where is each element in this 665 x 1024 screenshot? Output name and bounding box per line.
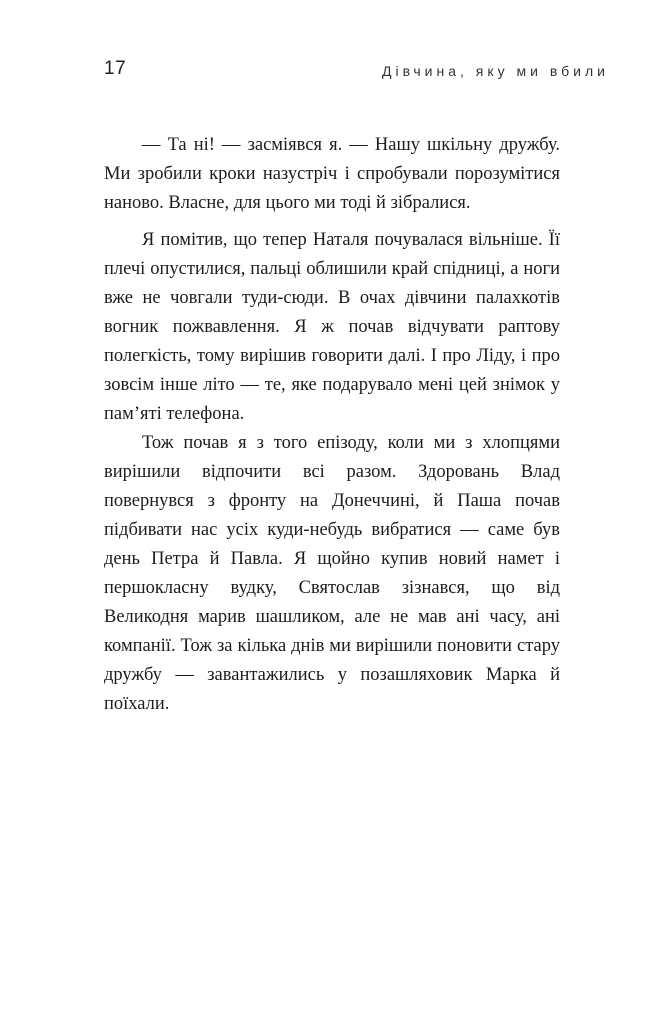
text-section-1 xyxy=(104,131,560,218)
paragraph: — Та ні! — засміявся я. — Нашу шкільну дружбу. Ми зробили кроки назустріч і спробували порозумітися наново. Власне, для цього ми тоді й зібралися. xyxy=(104,135,560,213)
paragraph: Тож почав я з того епізоду, коли ми з хлопцями вирішили відпочити всі разом. Здоровань Влад повернувся з фронту на Донеччині, й Паша почав підбивати нас усіх куди-небудь вибратися — саме був день Петра й Павла. Я щойно купив новий намет і першокласну вудку, Святослав зізнався, що від Великодня марив шашликом, але не мав ані часу, ані компанії. Тож за кілька днів ми вирішили поновити стару дружбу — завантажились у позашляховик Марка й поїхали. xyxy=(104,433,560,714)
running-title: Дівчина, яку ми вбили xyxy=(381,63,609,79)
paragraph: Я помітив, що тепер Наталя почувалася вільніше. Її плечі опустилися, пальці облишили край спідниці, а ноги вже не човгали туди-сюди. В очах дівчини палахкотів вогник пожвавлення. Я ж почав відчувати раптову полегкість, тому вирішив говорити далі. І про Ліду, і про зовсім інше літо — те, яке подарувало мені цей знімок у пам’яті телефона. xyxy=(104,230,560,424)
page-number: 17 xyxy=(104,58,127,79)
text-section-2 xyxy=(104,226,560,719)
